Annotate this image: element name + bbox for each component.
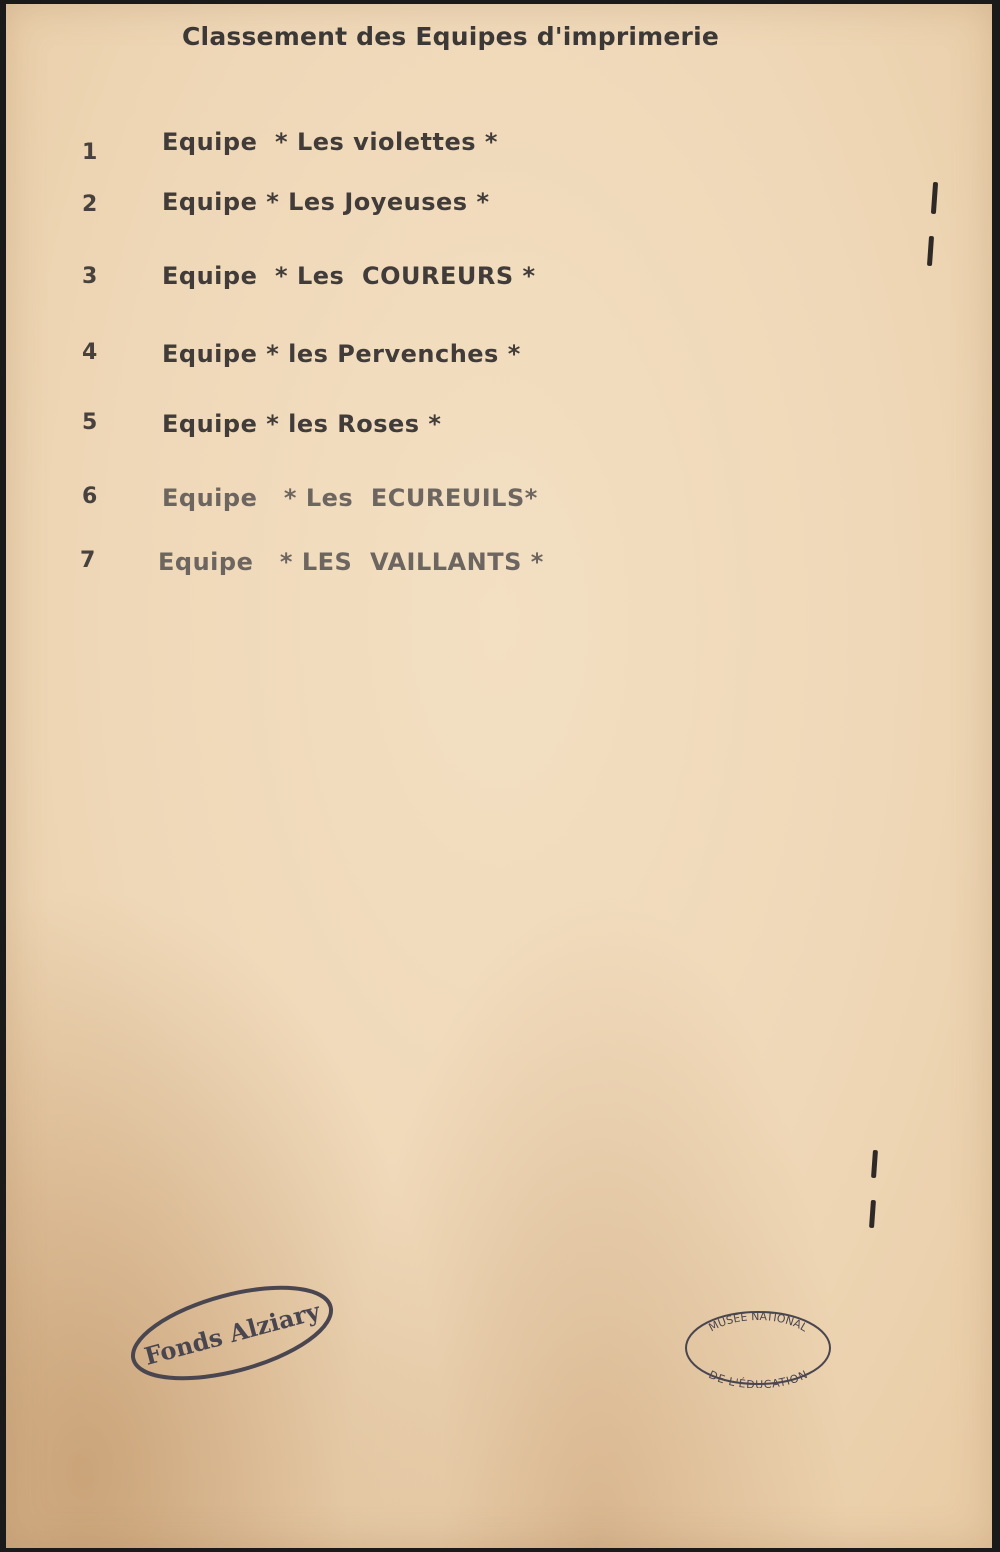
ranking-row xyxy=(6,128,806,168)
rank-number: 4 xyxy=(82,340,98,365)
team-name: Equipe * Les Joyeuses * xyxy=(162,188,490,216)
document-page xyxy=(6,4,992,1548)
ranking-row xyxy=(6,408,806,448)
rank-number: 3 xyxy=(82,264,98,289)
musee-stamp-bottom: DE L'ÉDUCATION xyxy=(706,1368,810,1388)
ranking-row xyxy=(6,338,806,378)
ranking-row xyxy=(6,480,806,520)
team-name: Equipe * Les COUREURS * xyxy=(162,262,536,290)
svg-text:DE L'ÉDUCATION xyxy=(707,1368,810,1388)
ranking-row xyxy=(6,188,806,228)
rank-number: 7 xyxy=(80,548,96,573)
team-name: Equipe * les Roses * xyxy=(162,410,442,438)
fonds-stamp-text: Fonds Alziary xyxy=(141,1296,324,1371)
musee-stamp xyxy=(682,1308,834,1388)
fonds-stamp xyxy=(118,1264,345,1402)
team-name: Equipe * LES VAILLANTS * xyxy=(158,548,544,576)
rank-number: 6 xyxy=(82,484,98,509)
team-name: Equipe * les Pervenches * xyxy=(162,340,521,368)
musee-stamp-top: MUSEE NATIONAL xyxy=(706,1309,810,1335)
document-title: Classement des Equipes d'imprimerie xyxy=(182,22,719,51)
svg-text:MUSEE NATIONAL xyxy=(707,1310,811,1335)
margin-mark xyxy=(931,182,938,214)
rank-number: 1 xyxy=(82,140,98,165)
margin-mark xyxy=(927,236,934,266)
margin-mark xyxy=(871,1150,878,1178)
ranking-row xyxy=(6,546,806,586)
rank-number: 5 xyxy=(82,410,98,435)
rank-number: 2 xyxy=(82,192,98,217)
margin-mark xyxy=(869,1200,876,1228)
ranking-row xyxy=(6,262,806,302)
team-name: Equipe * Les ECUREUILS* xyxy=(162,484,538,512)
team-name: Equipe * Les violettes * xyxy=(162,128,498,156)
